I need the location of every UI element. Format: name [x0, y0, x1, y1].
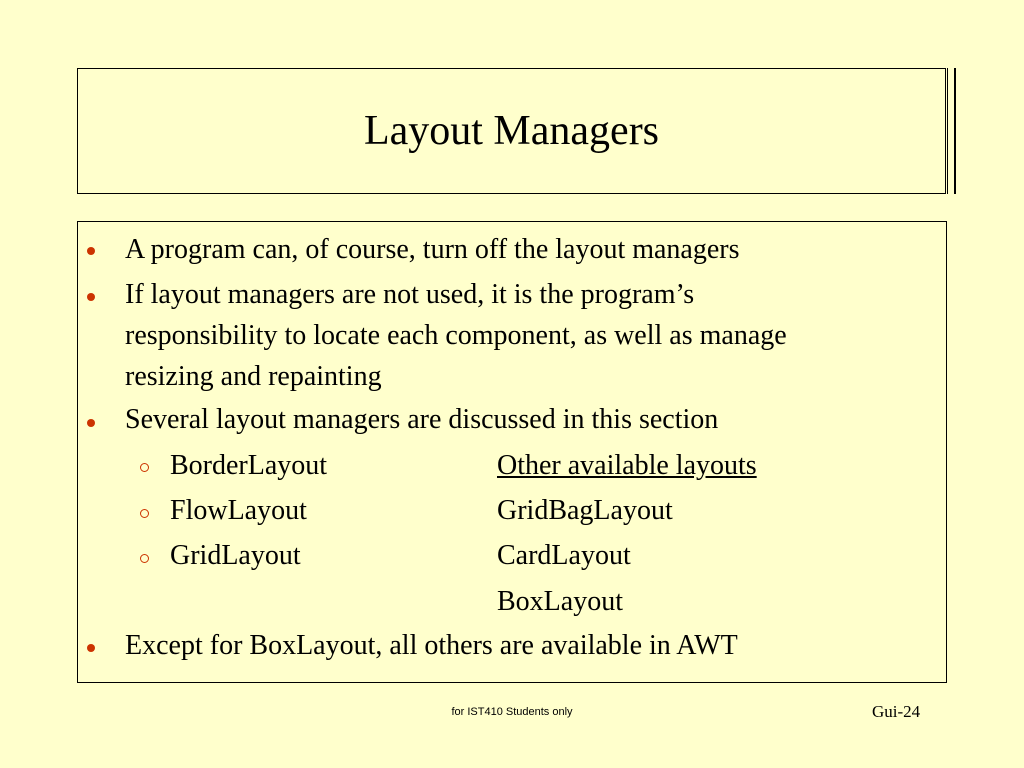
bullet-text-2-line-2: responsibility to locate each component, as well as manage	[125, 320, 787, 351]
bullet-text-2-line-3: resizing and repainting	[125, 361, 382, 392]
bullet-icon	[87, 419, 95, 427]
title-box-edge	[947, 68, 948, 194]
title-box	[77, 68, 946, 194]
bullet-text-3: Several layout managers are discussed in this section	[125, 404, 719, 435]
bullet-text-1: A program can, of course, turn off the layout managers	[125, 234, 740, 265]
bullet-icon	[87, 644, 95, 652]
sub-item-left-1: BorderLayout	[170, 450, 328, 481]
bullet-icon	[87, 247, 95, 255]
sub-item-right-2: CardLayout	[497, 540, 631, 571]
title-box-edge-outer	[954, 68, 956, 194]
sub-item-left-2: FlowLayout	[170, 495, 307, 526]
footer-text: for IST410 Students only	[451, 706, 573, 718]
sub-item-left-3: GridLayout	[170, 540, 301, 571]
bullet-icon	[87, 293, 95, 301]
bullet-text-4: Except for BoxLayout, all others are available in AWT	[125, 630, 738, 661]
slide-title: Layout Managers	[363, 108, 660, 154]
sub-item-right-1: GridBagLayout	[497, 495, 673, 526]
bullet-text-2-line-1: If layout managers are not used, it is the program’s	[125, 279, 695, 310]
sub-item-right-3: BoxLayout	[497, 586, 623, 617]
sub-bullet-icon	[140, 509, 149, 518]
page-number: Gui-24	[872, 702, 921, 721]
sub-bullet-icon	[140, 463, 149, 472]
sub-bullet-icon	[140, 554, 149, 563]
sub-right-header: Other available layouts	[497, 450, 757, 481]
